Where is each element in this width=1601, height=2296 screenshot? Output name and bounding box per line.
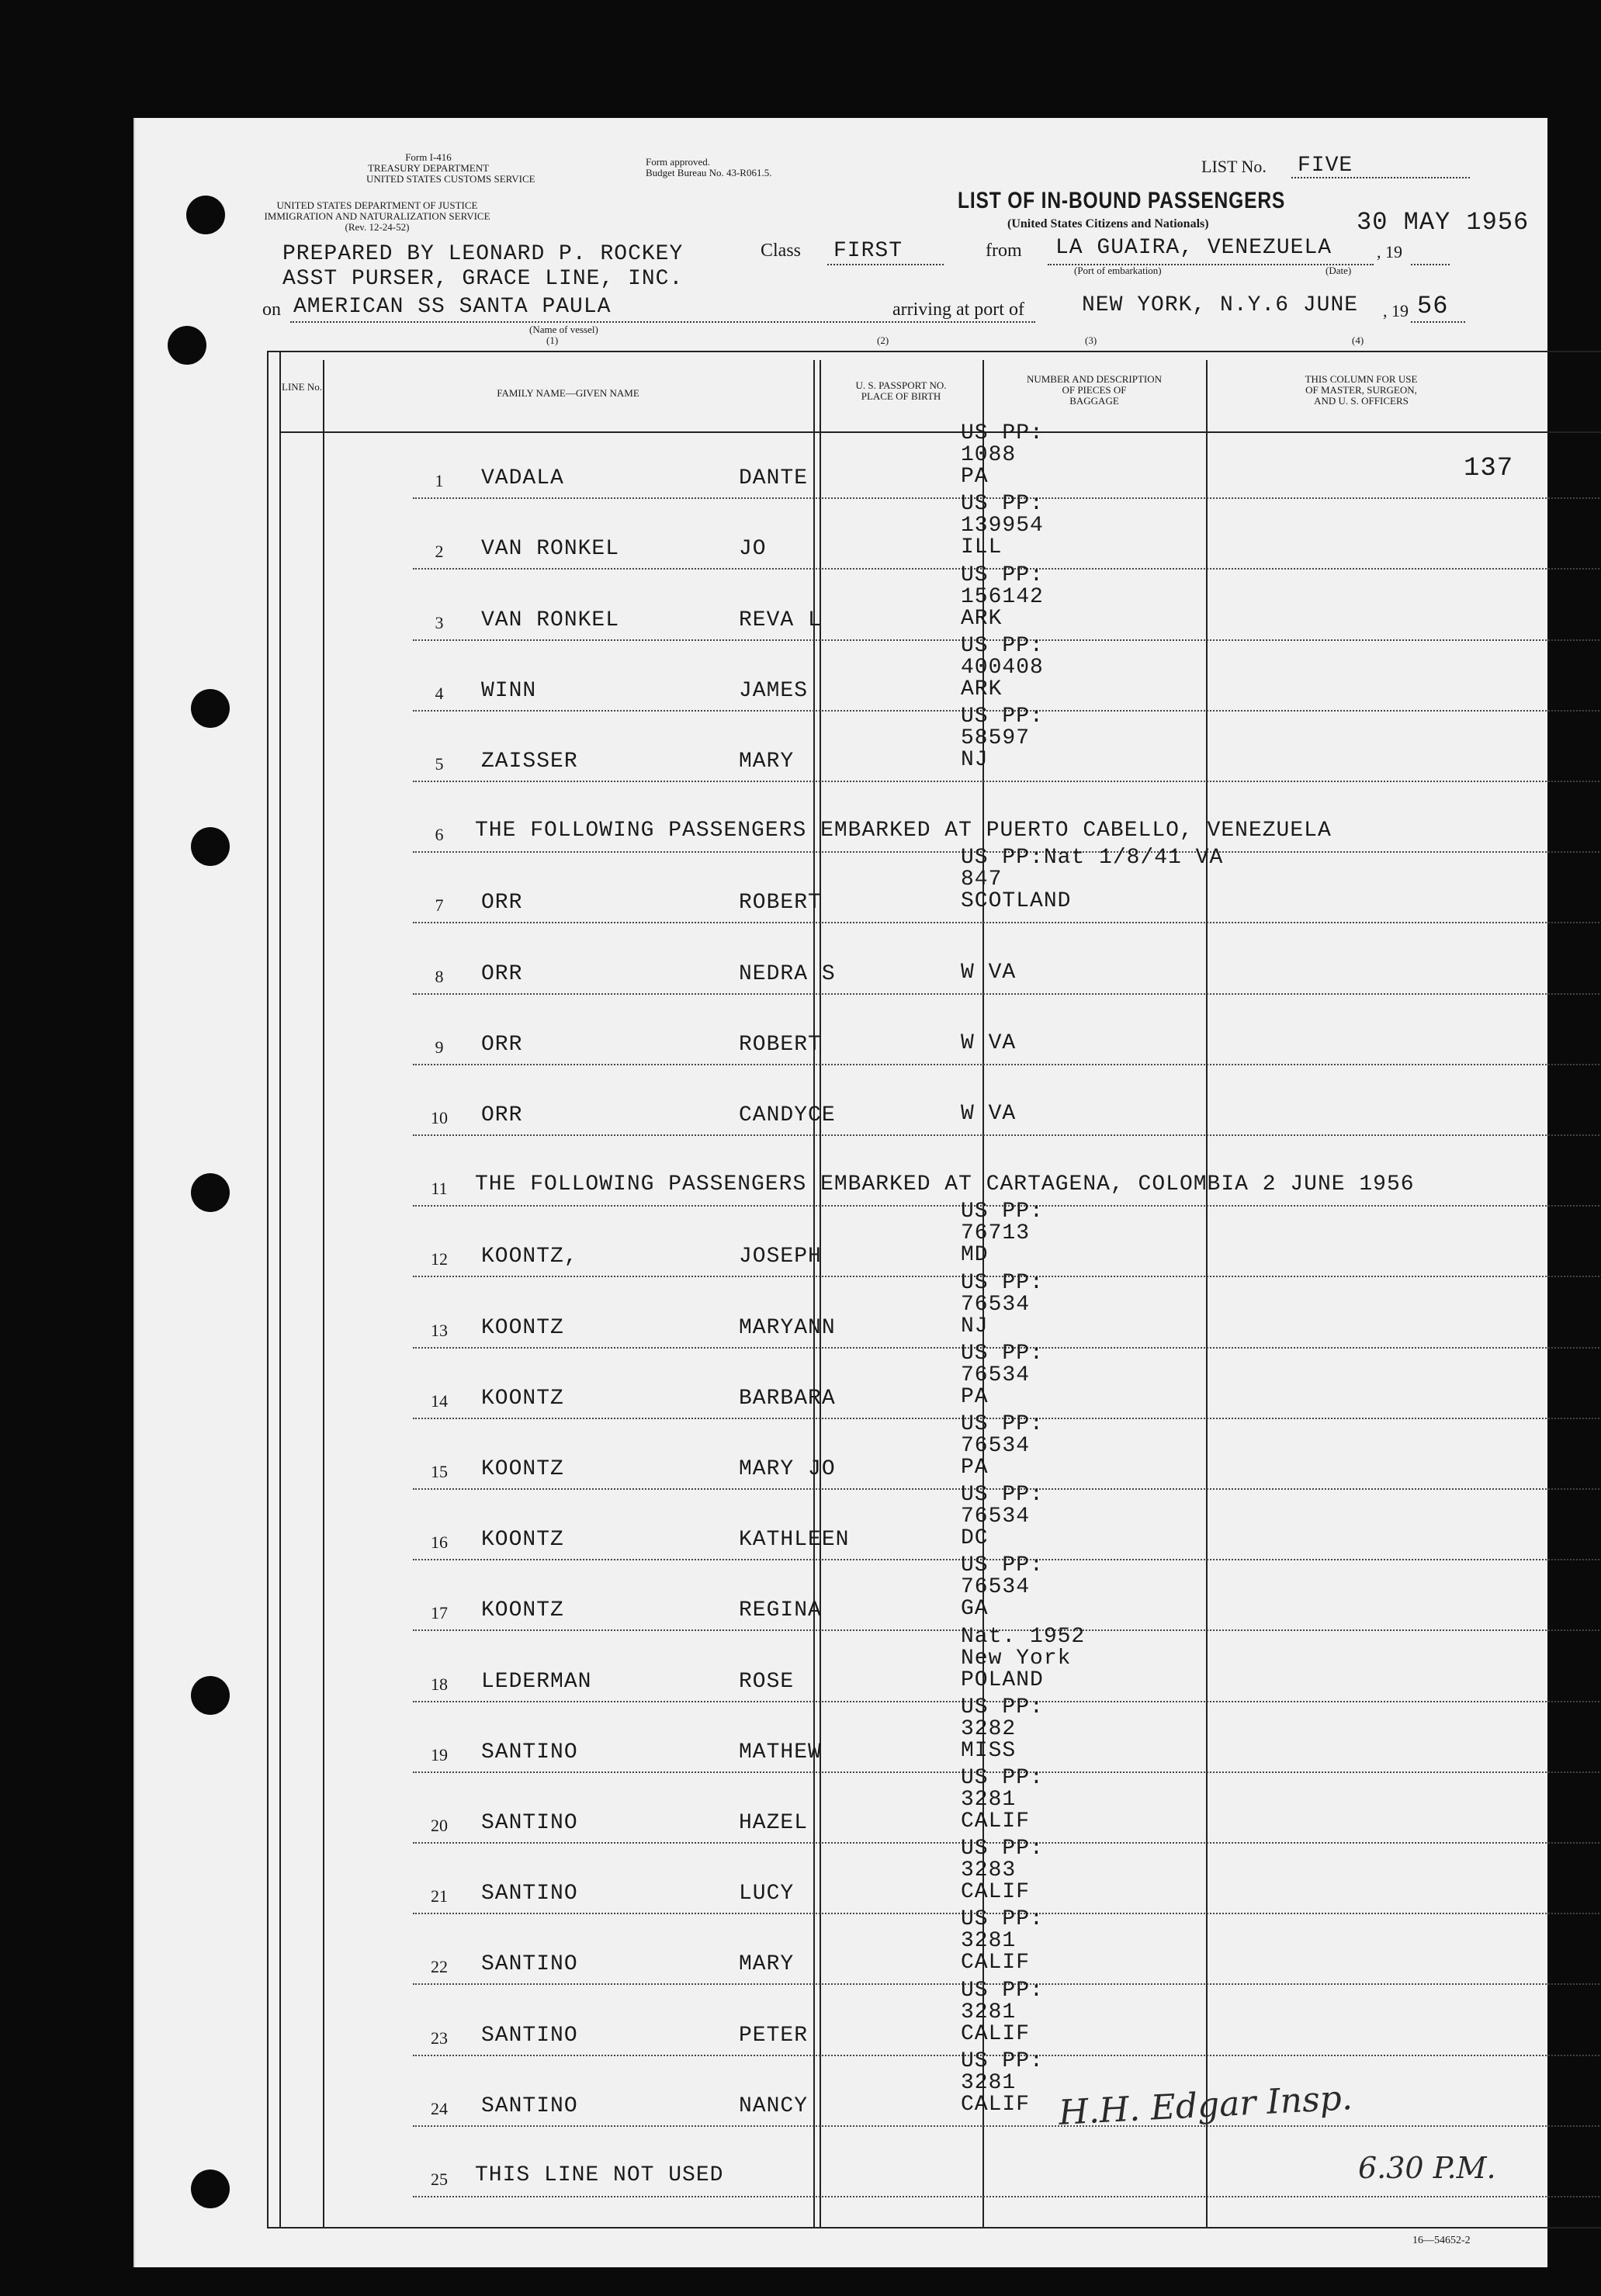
passport-line: 139954	[961, 514, 1044, 539]
passport-line: US PP:	[961, 1695, 1044, 1719]
line-number: 7	[435, 895, 444, 916]
passport-line: CALIF	[961, 1951, 1031, 1976]
line-number: 18	[431, 1674, 448, 1694]
line-number: 23	[431, 2028, 448, 2048]
family-name: VAN RONKEL	[481, 608, 620, 632]
passport-line: NJ	[961, 748, 989, 772]
passport-birthplace	[961, 1270, 1044, 1338]
given-name: ROBERT	[739, 1032, 822, 1057]
given-name: REGINA	[739, 1598, 822, 1623]
binder-hole	[191, 1676, 230, 1715]
given-name: MARY JO	[739, 1457, 836, 1481]
passport-birthplace	[961, 635, 1044, 701]
section-note: THIS LINE NOT USED	[475, 2163, 724, 2187]
list-no-value: FIVE	[1298, 154, 1353, 178]
passport-line: US PP:	[961, 421, 1044, 446]
passport-line: New York	[961, 1646, 1072, 1671]
passport-line: NJ	[961, 1314, 989, 1338]
line-number: 16	[431, 1532, 448, 1553]
passport-birthplace	[961, 1697, 1044, 1762]
passport-birthplace	[961, 1838, 1044, 1903]
row-rule	[413, 1064, 1601, 1065]
family-name: ORR	[481, 1032, 523, 1057]
arriving-year: 56	[1417, 292, 1449, 320]
arriving-label: arriving at port of	[892, 300, 1024, 320]
binder-hole	[191, 1173, 230, 1212]
passport-line: 1088	[961, 443, 1017, 468]
footer-code: 16—54652-2	[1412, 2235, 1471, 2246]
passport-line: CALIF	[961, 2021, 1031, 2046]
passport-line: 3283	[961, 1858, 1017, 1883]
form-sheet	[133, 118, 1547, 2267]
passport-line: US PP:	[961, 1978, 1044, 2003]
passport-line: US PP:	[961, 1341, 1044, 1366]
passport-line: US PP:	[961, 705, 1044, 729]
line-number: 22	[431, 1957, 448, 1977]
given-name: NEDRA S	[739, 961, 836, 986]
binder-hole	[168, 326, 206, 365]
line-number: 3	[435, 612, 444, 632]
given-name: MARY	[739, 1952, 795, 1977]
passport-line: CALIF	[961, 1809, 1031, 1834]
line-number: 2	[435, 542, 444, 562]
vessel-name: AMERICAN SS SANTA PAULA	[293, 295, 612, 319]
line-number: 14	[431, 1390, 448, 1411]
passport-line: W VA	[961, 1102, 1017, 1126]
given-name: REVA L	[739, 608, 822, 632]
family-name: KOONTZ	[481, 1457, 564, 1481]
passport-line: W VA	[961, 1030, 1017, 1055]
year-prefix: , 19	[1377, 242, 1402, 261]
given-name: ROBERT	[739, 891, 822, 916]
passport-line: 76534	[961, 1575, 1031, 1600]
passport-line: PA	[961, 1456, 989, 1480]
family-name: SANTINO	[481, 1952, 578, 1977]
family-name: SANTINO	[481, 1882, 578, 1906]
passport-line: 76713	[961, 1221, 1031, 1246]
line-number: 24	[431, 2098, 448, 2118]
passport-line: 3281	[961, 1788, 1017, 1812]
section-note: THE FOLLOWING PASSENGERS EMBARKED AT CARTAGENA, COLOMBIA 2 JUNE 1956	[475, 1172, 1415, 1197]
row-rule	[413, 2125, 1601, 2127]
passport-line: CALIF	[961, 2092, 1031, 2117]
asst-purser: ASST PURSER, GRACE LINE, INC.	[282, 267, 684, 291]
family-name: KOONTZ	[481, 1386, 564, 1411]
family-name: KOONTZ	[481, 1598, 564, 1623]
given-name: BARBARA	[739, 1386, 836, 1411]
on-label: on	[262, 300, 281, 320]
prepared-by: PREPARED BY LEONARD P. ROCKEY	[282, 242, 684, 266]
passport-birthplace	[961, 1414, 1044, 1479]
caption-4: (4)	[1352, 334, 1364, 346]
passport-line: PA	[961, 465, 989, 490]
passport-birthplace	[961, 2048, 1044, 2117]
passport-line: 76534	[961, 1363, 1031, 1387]
justice-dept: UNITED STATES DEPARTMENT OF JUSTICE IMMIGRATION AND NATURALIZATION SERVICE (Rev. 12-24-52)	[264, 199, 490, 233]
passport-line: US PP:	[961, 1412, 1044, 1436]
passport-line: 76534	[961, 1434, 1031, 1458]
passport-birthplace	[961, 1909, 1044, 1974]
passport-line: ARK	[961, 677, 1003, 701]
passport-line: PA	[961, 1384, 989, 1409]
passport-line: US PP:	[961, 563, 1044, 587]
passport-line: Nat. 1952	[961, 1624, 1086, 1649]
passport-birthplace	[961, 706, 1044, 771]
binder-hole	[191, 689, 230, 728]
passport-line: 400408	[961, 655, 1044, 680]
col-name: FAMILY NAME—GIVEN NAME	[497, 387, 639, 399]
form-number: Form I-416 TREASURY DEPARTMENT UNITED STATES CUSTOMS SERVICE	[366, 151, 535, 185]
passport-birthplace	[961, 565, 1044, 630]
family-name: SANTINO	[481, 1811, 578, 1835]
caption-1: (1)	[546, 334, 559, 346]
page-subtitle: (United States Citizens and Nationals)	[1007, 217, 1209, 230]
line-number: 5	[435, 754, 444, 774]
line-number: 6	[435, 825, 444, 845]
passport-line: US PP:	[961, 1270, 1044, 1295]
passport-line: US PP:	[961, 1766, 1044, 1790]
caption-3: (3)	[1085, 334, 1097, 346]
passport-line: US PP:	[961, 2048, 1044, 2073]
passport-birthplace	[961, 1030, 1017, 1055]
row-rule	[413, 1134, 1601, 1136]
row-rule	[413, 993, 1601, 995]
line-number: 25	[431, 2170, 448, 2189]
passport-birthplace	[961, 423, 1044, 488]
col-passport: U. S. PASSPORT NO. PLACE OF BIRTH	[855, 379, 947, 402]
passport-line: 847	[961, 867, 1003, 892]
passport-birthplace	[961, 1626, 1085, 1692]
passport-line: ARK	[961, 606, 1003, 631]
given-name: JO	[739, 537, 767, 562]
vessel-caption: (Name of vessel)	[529, 324, 598, 335]
line-number: 1	[435, 471, 444, 491]
passport-line: 3282	[961, 1716, 1017, 1741]
passport-line: US PP:	[961, 633, 1044, 658]
binder-hole	[191, 827, 230, 866]
col-line-no: LINE No.	[282, 381, 322, 393]
passport-birthplace	[961, 1980, 1044, 2045]
family-name: LEDERMAN	[481, 1669, 592, 1694]
passport-birthplace	[961, 1768, 1044, 1833]
signature-time: 6.30 P.M.	[1358, 2151, 1496, 2185]
given-name: DANTE	[739, 466, 809, 491]
given-name: HAZEL	[739, 1811, 809, 1835]
passport-line: 58597	[961, 726, 1031, 750]
passport-line: CALIF	[961, 1880, 1031, 1905]
class-value: FIRST	[833, 239, 903, 263]
passport-line: POLAND	[961, 1667, 1044, 1692]
family-name: ORR	[481, 961, 523, 986]
line-number: 19	[431, 1744, 448, 1764]
given-name: JOSEPH	[739, 1245, 822, 1269]
given-name: CANDYCE	[739, 1103, 836, 1127]
passport-birthplace	[961, 1201, 1044, 1266]
line-number: 17	[431, 1603, 448, 1623]
col-officers: THIS COLUMN FOR USE OF MASTER, SURGEON, AND U. S. OFFICERS	[1305, 373, 1418, 407]
given-name: JAMES	[739, 678, 809, 703]
from-label: from	[986, 241, 1022, 261]
officer-note: 137	[1464, 454, 1514, 484]
passport-line: 156142	[961, 584, 1044, 609]
line-number: 20	[431, 1816, 448, 1835]
line-number: 8	[435, 966, 444, 986]
family-name: ORR	[481, 1103, 523, 1127]
line-number: 11	[431, 1179, 448, 1199]
given-name: KATHLEEN	[739, 1528, 850, 1553]
caption-2: (2)	[877, 334, 889, 346]
family-name: ORR	[481, 891, 523, 916]
family-name: SANTINO	[481, 2023, 578, 2048]
family-name: ZAISSER	[481, 750, 578, 774]
arrival-port: NEW YORK, N.Y.6 JUNE	[1082, 293, 1359, 317]
line-number: 13	[431, 1320, 448, 1340]
passport-line: W VA	[961, 960, 1017, 985]
passport-birthplace	[961, 1484, 1044, 1550]
binder-hole	[191, 2170, 230, 2208]
given-name: ROSE	[739, 1669, 795, 1694]
passport-line: MD	[961, 1243, 989, 1268]
passport-line: 3281	[961, 2070, 1017, 2095]
passport-line: DC	[961, 1526, 989, 1551]
port-of-embarkation: LA GUAIRA, VENEZUELA	[1055, 236, 1332, 260]
family-name: VAN RONKEL	[481, 537, 620, 562]
family-name: KOONTZ	[481, 1528, 564, 1553]
family-name: KOONTZ,	[481, 1245, 578, 1269]
family-name: WINN	[481, 678, 537, 703]
passport-line: US PP:	[961, 1837, 1044, 1861]
passport-birthplace	[961, 1555, 1044, 1620]
list-date: 30 MAY 1956	[1357, 208, 1530, 237]
section-note: THE FOLLOWING PASSENGERS EMBARKED AT PUERTO CABELLO, VENEZUELA	[475, 819, 1332, 843]
passport-line: GA	[961, 1597, 989, 1622]
row-rule	[413, 2196, 1601, 2197]
line-number: 12	[431, 1249, 448, 1269]
passport-line: 76534	[961, 1505, 1031, 1529]
line-number: 15	[431, 1462, 448, 1481]
passport-line: US PP:Nat 1/8/41 VA	[961, 846, 1224, 871]
passport-line: US PP:	[961, 492, 1044, 517]
passport-birthplace	[961, 847, 1223, 913]
family-name: SANTINO	[481, 2093, 578, 2118]
passport-line: US PP:	[961, 1200, 1044, 1224]
family-name: KOONTZ	[481, 1315, 564, 1340]
line-number: 21	[431, 1886, 448, 1906]
given-name: NANCY	[739, 2093, 809, 2118]
line-number: 10	[431, 1108, 448, 1127]
line-number: 4	[435, 683, 444, 703]
passport-birthplace	[961, 1343, 1044, 1408]
given-name: MARYANN	[739, 1315, 836, 1340]
passport-line: US PP:	[961, 1553, 1044, 1578]
passport-line: SCOTLAND	[961, 889, 1072, 914]
passport-birthplace	[961, 962, 1016, 984]
line-number: 9	[435, 1037, 444, 1057]
page-title: LIST OF IN-BOUND PASSENGERS	[958, 188, 1286, 213]
passport-line: US PP:	[961, 1483, 1044, 1508]
inspector-signature: H.H. Edgar Insp.	[1057, 2078, 1353, 2133]
given-name: MATHEW	[739, 1740, 822, 1764]
port-caption: (Port of embarkation)	[1074, 265, 1162, 276]
family-name: VADALA	[481, 466, 564, 491]
passport-line: US PP:	[961, 1907, 1044, 1932]
passport-birthplace	[961, 493, 1044, 559]
binder-hole	[186, 196, 225, 234]
given-name: PETER	[739, 2023, 809, 2048]
form-approved: Form approved. Budget Bureau No. 43-R061.5.	[646, 156, 772, 178]
date-caption: (Date)	[1326, 265, 1352, 276]
class-label: Class	[761, 241, 802, 261]
passport-line: MISS	[961, 1738, 1017, 1763]
given-name: LUCY	[739, 1882, 795, 1906]
row-rule	[413, 781, 1601, 782]
row-rule	[413, 922, 1601, 923]
list-no-label: LIST No.	[1201, 157, 1267, 176]
passport-line: 3281	[961, 2000, 1017, 2024]
given-name: MARY	[739, 750, 795, 774]
arriving-year-prefix: , 19	[1383, 301, 1409, 320]
col-baggage: NUMBER AND DESCRIPTION OF PIECES OF BAGGAGE	[1026, 373, 1163, 407]
family-name: SANTINO	[481, 1740, 578, 1764]
passport-line: 76534	[961, 1292, 1031, 1317]
passport-line: 3281	[961, 1929, 1017, 1954]
passport-birthplace	[961, 1103, 1016, 1125]
passport-line: ILL	[961, 535, 1003, 560]
